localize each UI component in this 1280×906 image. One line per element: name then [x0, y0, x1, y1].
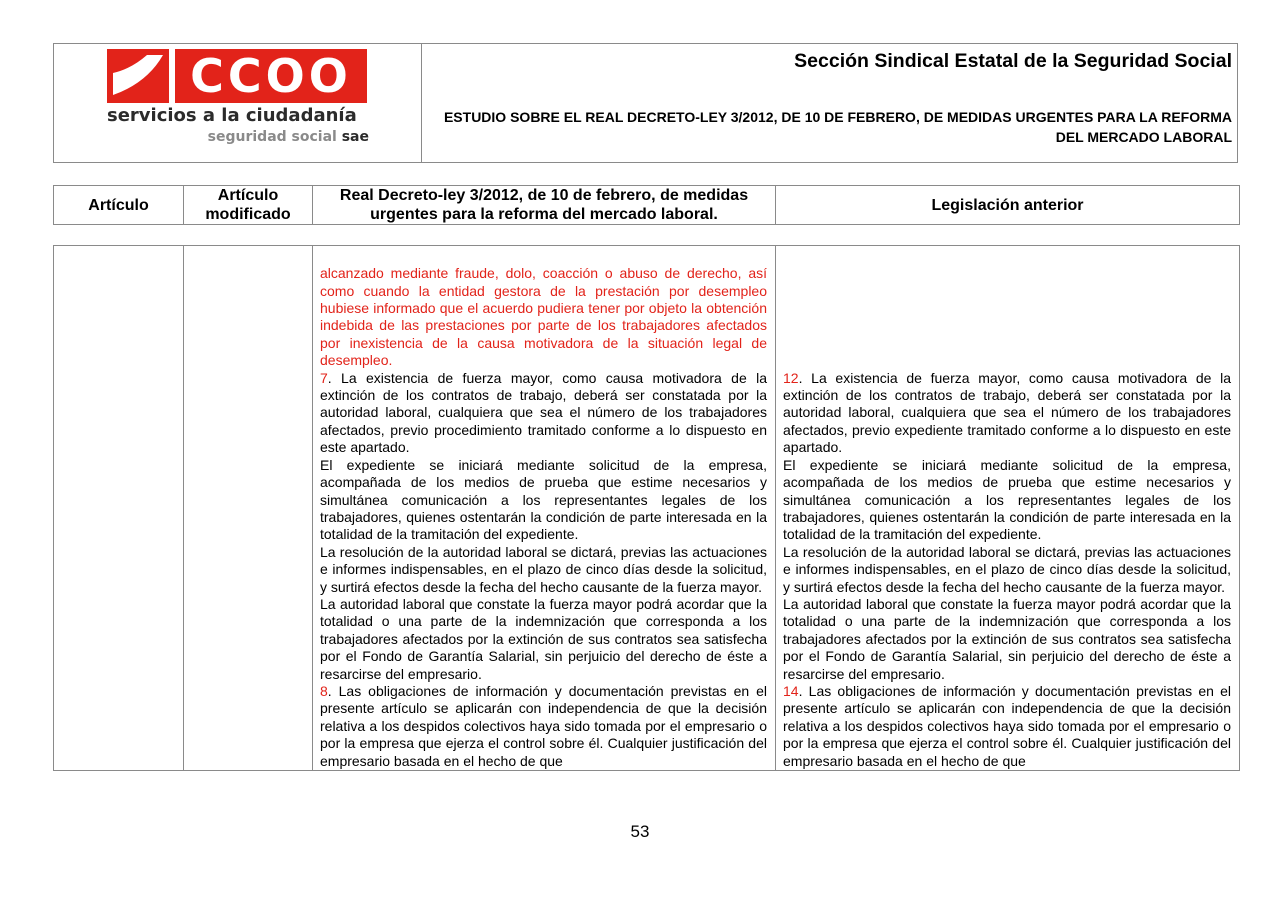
- old-number-14: 14: [783, 682, 799, 699]
- col-legislacion-anterior: Legislación anterior: [776, 186, 1240, 225]
- cell-articulo-modificado: [184, 246, 313, 771]
- new-paragraph-resolucion: La resolución de la autoridad laboral se dictará, previas las actuaciones e informes indispensables, en el plazo de cinco días desde la solicitud, y surtirá efectos desde la fecha del hecho causante de la fuerza mayor.: [320, 543, 767, 595]
- cell-articulo: [54, 246, 184, 771]
- new-paragraph-expediente: El expediente se iniciará mediante solicitud de la empresa, acompañada de los medios de prueba que estime necesarios y simultánea comunicación a los representantes legales de los trabajadores, quienes ostentarán la condición de parte interesada en la totalidad de la tramitación del expediente.: [320, 456, 767, 543]
- new-number-7: 7: [320, 369, 328, 386]
- header-text-cell: [422, 44, 1237, 162]
- old-paragraph-resolucion: La resolución de la autoridad laboral se dictará, previas las actuaciones e informes indispensables, en el plazo de cinco días desde la solicitud, y surtirá efectos desde la fecha del hecho causante de la fuerza mayor.: [783, 543, 1231, 595]
- logo-wordmark: CCOO: [175, 49, 367, 103]
- comparison-table: [53, 245, 1240, 771]
- old-number-12: 12: [783, 369, 799, 386]
- col-real-decreto: Real Decreto-ley 3/2012, de 10 de febrero, de medidas urgentes para la reforma del mercado laboral.: [313, 186, 776, 225]
- logo-emblem-icon: [107, 49, 169, 103]
- col-articulo-modificado: Artículo modificado: [184, 186, 313, 225]
- old-paragraph-expediente: El expediente se iniciará mediante solicitud de la empresa, acompañada de los medios de prueba que estime necesarios y simultánea comunicación a los representantes legales de los trabajadores, quienes ostentarán la condición de parte interesada en la totalidad de la tramitación del expediente.: [783, 456, 1231, 543]
- new-number-8: 8: [320, 682, 328, 699]
- new-paragraph-autoridad: La autoridad laboral que constate la fuerza mayor podrá acordar que la totalidad o una parte de la indemnización que corresponda a los trabajadores afectados por la extinción de sus contratos sea satisfecha por el Fondo de Garantía Salarial, sin perjuicio del derecho de éste a resarcirse del empresario.: [320, 595, 767, 682]
- logo-tagline: servicios a la ciudadanía: [107, 105, 357, 126]
- col-articulo: Artículo: [54, 186, 184, 225]
- cell-new-text: [313, 246, 776, 771]
- old-paragraph-12: 12. La existencia de fuerza mayor, como causa motivadora de la extinción de los contratos de trabajo, deberá ser constatada por la autoridad laboral, cualquiera que sea el número de los trabajadores afectados, previo expediente tramitado conforme a lo dispuesto en este apartado.: [783, 369, 1231, 456]
- cell-old-text: [776, 246, 1240, 771]
- table-row: [54, 246, 1240, 771]
- page-number: 53: [630, 822, 650, 841]
- old-text-block: [776, 370, 1239, 770]
- column-header-table: [53, 185, 1240, 225]
- header-subtitle: ESTUDIO SOBRE EL REAL DECRETO-LEY 3/2012, DE 10 DE FEBRERO, DE MEDIDAS URGENTES PARA LA REFORMA DEL MERCADO LABORAL: [443, 109, 1232, 145]
- new-paragraph-7: 7. La existencia de fuerza mayor, como causa motivadora de la extinción de los contratos de trabajo, deberá ser constatada por la autoridad laboral, cualquiera que sea el número de los trabajadores afectados, previo procedimiento tramitado conforme a lo dispuesto en este apartado.: [320, 369, 767, 456]
- ccoo-logo: [107, 49, 369, 147]
- new-text-block: [313, 265, 775, 770]
- old-paragraph-14: 14. Las obligaciones de información y documentación previstas en el presente artículo se aplicarán con independencia de que la decisión relativa a los despidos colectivos haya sido tomada por el empresario o por la empresa que ejerza el control sobre él. Cualquier justificación del empresario basada en el hecho de que: [783, 682, 1231, 769]
- new-paragraph-fraud: alcanzado mediante fraude, dolo, coacción o abuso de derecho, así como cuando la entidad gestora de la prestación por desempleo hubiese informado que el acuerdo pudiera tener por objeto la obtención indebida de las prestaciones por parte de los trabajadores afectados por inexistencia de la causa motivadora de la situación legal de desempleo.: [320, 265, 767, 369]
- header-title: Sección Sindical Estatal de la Seguridad Social: [794, 50, 1232, 72]
- new-paragraph-8: 8. Las obligaciones de información y documentación previstas en el presente artículo se aplicarán con independencia de que la decisión relativa a los despidos colectivos haya sido tomada por el empresario o por la empresa que ejerza el control sobre él. Cualquier justificación del empresario basada en el hecho de que: [320, 682, 767, 769]
- old-paragraph-autoridad: La autoridad laboral que constate la fuerza mayor podrá acordar que la totalidad o una parte de la indemnización que corresponda a los trabajadores afectados por la extinción de sus contratos sea satisfecha por el Fondo de Garantía Salarial, sin perjuicio del derecho de éste a resarcirse del empresario.: [783, 595, 1231, 682]
- logo-cell: [54, 44, 422, 162]
- logo-subtagline: seguridad social sae: [207, 129, 369, 145]
- page-header: [53, 43, 1238, 163]
